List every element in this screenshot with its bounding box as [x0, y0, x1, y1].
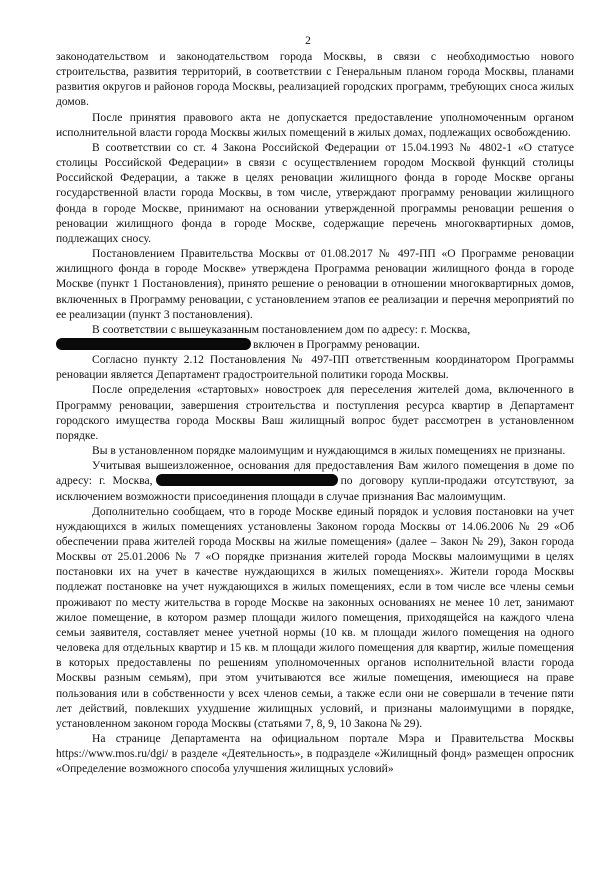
redacted-address-1 [56, 338, 251, 350]
address-text-before: В соответствии с вышеуказанным постановлением дом по адресу: г. Москва, [92, 323, 471, 336]
paragraph-address-included [56, 323, 574, 353]
paragraph-coordinator: Согласно пункту 2.12 Постановления № 497-ПП ответственным координатором Программы реновации является Департамент градостроительной политики города Москвы. [56, 354, 574, 382]
paragraph-registration-rules: Дополнительно сообщаем, что в городе Москве единый порядок и условия постановки на учет нуждающихся в жилых помещениях установлены Законом города Москвы от 14.06.2006 № 29 «Об обеспечении права жителей города Москвы на жилые помещения» (далее – Закон № 29), Закон города Москвы от 25.01.2006 № 7 «О порядке признания жителей города Москвы малоимущими в целях постановки их на учет в качестве нуждающихся в жилых помещениях». Жители города Москвы подлежат постановке на учет нуждающихся в жилых помещениях, если в том числе все члены семьи проживают по месту жительства в городе Москве на законных основаниях не менее 10 лет, занимают жилое помещение, в котором размер площади жилого помещения, приходящейся на каждого члена семьи заявителя, составляет менее учетной нормы (10 кв. м площади жилого помещения на одного человека для отдельных квартир и 15 кв. м площади жилого помещения для квартир, жилые помещения в которых предоставлены по решениям уполномоченных органов исполнительной власти города Москвы разным семьям), при этом учитываются все жилые помещения, имеющиеся на праве пользования или в собственности у всех членов семьи, а также если они не совершали в течение пяти лет действий, повлекших ухудшение жилищных условий, и признаны малоимущими в порядке, установленном законом города Москвы (статьями 7, 8, 9, 10 Закона № 29). [56, 505, 574, 730]
paragraph-resolution-497: Постановлением Правительства Москвы от 01.08.2017 № 497-ПП «О Программе реновации жилищного фонда в городе Москве» утверждена Программа реновации жилищного фонда в городе Москве (пункт 1 Постановления), принято решение о реновации в отношении многоквартирных домов, включенных в Программу реновации, с установлением этапов ее реализации и перечня мероприятий по ее реализации (пункт 3 постановления). [56, 248, 574, 321]
address-text-after: включен в Программу реновации. [253, 338, 420, 351]
paragraph-grounds-absent [56, 459, 574, 504]
paragraph-federal-law: В соответствии со ст. 4 Закона Российской Федерации от 15.04.1993 № 4802-1 «О статусе столицы Российской Федерации» в связи с осуществлением городом Москвой функций столицы Российской Федерации, а также в целях реновации жилищного фонда в городе Москве органы государственной власти города Москвы, в том числе, утверждают программу реновации жилищного фонда в городе Москве, принимают на основании утвержденной программы реновации решения о реновации жилищного фонда в городе Москве, содержащие перечень многоквартирных домов, подлежащих сносу. [56, 141, 574, 245]
redacted-address-2 [156, 474, 338, 486]
paragraph-not-recognized: Вы в установленном порядке малоимущим и нуждающимся в жилых помещениях не признаны. [92, 445, 566, 458]
page-number: 2 [305, 35, 311, 47]
grounds-text-after: по договору купли-продажи отсутствуют, за исключением возможности присоединения площади в случае признания Вас малоимущим. [56, 475, 574, 503]
grounds-text-before: Учитывая вышеизложенное, основания для предоставления Вам жилого помещения в доме по адресу: г. Москва, [56, 460, 574, 488]
paragraph-demolition-grounds: законодательством и законодательством города Москвы, в связи с необходимостью нового строительства, развития территорий, в соответствии с Генеральным планом города Москвы, планами развития округов и районов города Москвы, реализацией городских программ, требующих сноса жилых домов. [56, 51, 574, 109]
letter-body [56, 50, 574, 778]
paragraph-start-buildings: После определения «стартовых» новостроек для переселения жителей дома, включенного в Программу реновации, завершения строительства и поступления ресурса квартир в Департамент городского имущества города Москвы Ваш жилищный вопрос будет рассмотрен в установленном порядке. [56, 384, 574, 442]
paragraph-no-provision: После принятия правового акта не допускается предоставление уполномоченным органом исполнительной власти города Москвы жилых помещений в жилых домах, подлежащих освобождению. [56, 111, 574, 139]
paragraph-portal-survey: На странице Департамента на официальном портале Мэра и Правительства Москвы https://www.mos.ru/dgi/ в разделе «Деятельность», в подразделе «Жилищный фонд» размещен опросник «Определение возможного способа улучшения жилищных условий» [56, 733, 574, 776]
